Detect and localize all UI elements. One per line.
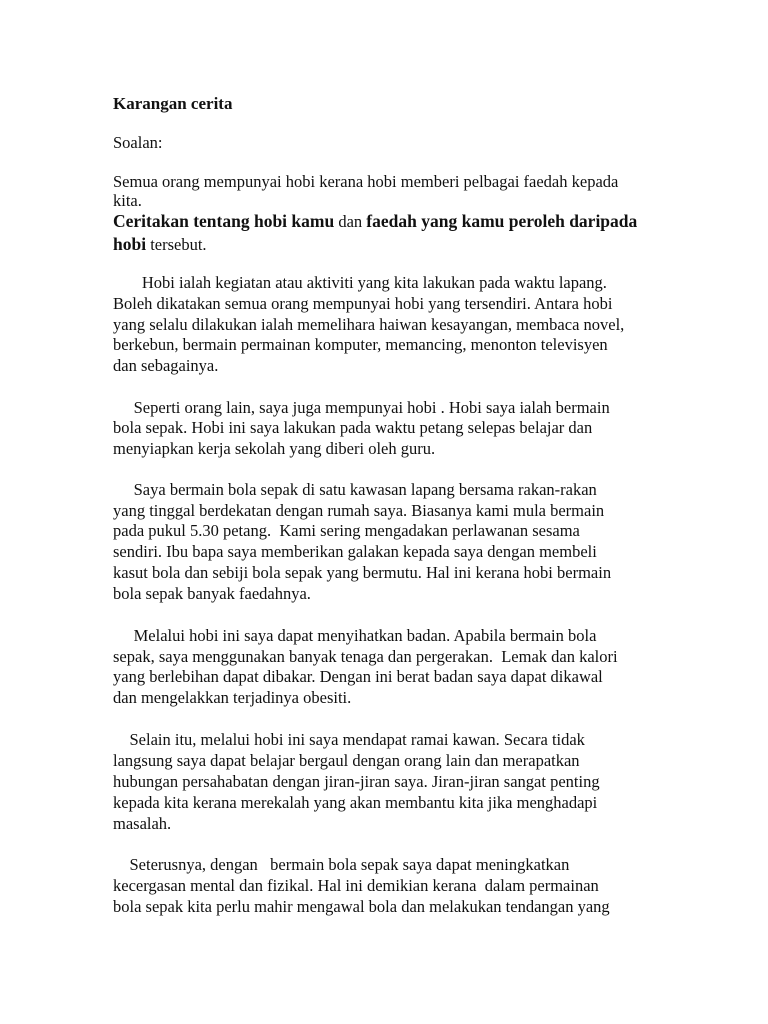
- question-emphasis-3: hobi: [113, 234, 147, 254]
- paragraph-line: masalah.: [113, 814, 172, 833]
- paragraph-line: hubungan persahabatan dengan jiran-jiran saya. Jiran-jiran sangat penting: [113, 772, 600, 791]
- paragraph-line: Saya bermain bola sepak di satu kawasan lapang bersama rakan-rakan: [113, 480, 597, 499]
- paragraph-line: Boleh dikatakan semua orang mempunyai hobi yang tersendiri. Antara hobi: [113, 294, 613, 313]
- paragraph-line: menyiapkan kerja sekolah yang diberi oleh guru.: [113, 439, 436, 458]
- question-line-2: kita.: [113, 191, 142, 210]
- paragraph-line: yang selalu dilakukan ialah memelihara haiwan kesayangan, membaca novel,: [113, 315, 625, 334]
- paragraph-line: sendiri. Ibu bapa saya memberikan galakan kepada saya dengan membeli: [113, 542, 597, 561]
- paragraph-line: dan mengelakkan terjadinya obesiti.: [113, 688, 352, 707]
- soalan-label: Soalan:: [113, 133, 163, 152]
- question-tail: tersebut.: [146, 235, 207, 254]
- paragraph-line: Selain itu, melalui hobi ini saya mendapat ramai kawan. Secara tidak: [113, 730, 585, 749]
- paragraph-line: bola sepak banyak faedahnya.: [113, 584, 311, 603]
- paragraph-line: Seperti orang lain, saya juga mempunyai hobi . Hobi saya ialah bermain: [113, 398, 610, 417]
- question-line-4: [113, 234, 207, 255]
- paragraph-line: bola sepak kita perlu mahir mengawal bola dan melakukan tendangan yang: [113, 897, 610, 916]
- question-line-3: [113, 211, 637, 232]
- paragraph-line: Melalui hobi ini saya dapat menyihatkan badan. Apabila bermain bola: [113, 626, 597, 645]
- question-line-1: Semua orang mempunyai hobi kerana hobi memberi pelbagai faedah kepada: [113, 172, 619, 191]
- paragraph-line: pada pukul 5.30 petang. Kami sering mengadakan perlawanan sesama: [113, 521, 580, 540]
- paragraph-line: sepak, saya menggunakan banyak tenaga dan pergerakan. Lemak dan kalori: [113, 647, 618, 666]
- question-emphasis-1: Ceritakan tentang hobi kamu: [113, 211, 335, 231]
- paragraph-line: kasut bola dan sebiji bola sepak yang bermutu. Hal ini kerana hobi bermain: [113, 563, 612, 582]
- paragraph-line: langsung saya dapat belajar bergaul dengan orang lain dan merapatkan: [113, 751, 580, 770]
- paragraph-line: yang berlebihan dapat dibakar. Dengan ini berat badan saya dapat dikawal: [113, 667, 603, 686]
- paragraph-line: dan sebagainya.: [113, 356, 219, 375]
- paragraph-line: kepada kita kerana merekalah yang akan membantu kita jika menghadapi: [113, 793, 598, 812]
- paragraph-line: Hobi ialah kegiatan atau aktiviti yang kita lakukan pada waktu lapang.: [113, 273, 607, 292]
- paragraph-line: berkebun, bermain permainan komputer, memancing, menonton televisyen: [113, 335, 608, 354]
- document-title: Karangan cerita: [113, 94, 233, 113]
- question-connector: dan: [334, 212, 367, 231]
- paragraph-line: Seterusnya, dengan bermain bola sepak saya dapat meningkatkan: [113, 855, 570, 874]
- paragraph-line: yang tinggal berdekatan dengan rumah saya. Biasanya kami mula bermain: [113, 501, 605, 520]
- paragraph-line: bola sepak. Hobi ini saya lakukan pada waktu petang selepas belajar dan: [113, 418, 593, 437]
- paragraph-line: kecergasan mental dan fizikal. Hal ini demikian kerana dalam permainan: [113, 876, 599, 895]
- question-emphasis-2: faedah yang kamu peroleh daripada: [366, 211, 638, 231]
